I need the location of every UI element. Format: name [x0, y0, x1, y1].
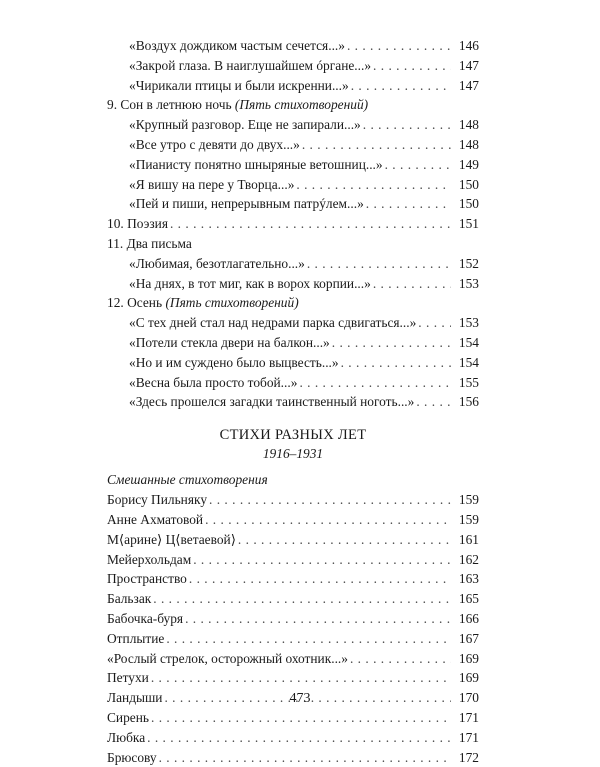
toc-entry: [107, 668, 479, 688]
toc-leader-dots: [238, 530, 451, 550]
toc-leader-dots: [159, 748, 451, 767]
toc-entry-page: 146: [453, 36, 479, 56]
toc-entry-page: 171: [453, 708, 479, 728]
toc-entry-title: «Весна была просто тобой...»: [129, 373, 297, 393]
toc-entry-page: 154: [453, 333, 479, 353]
toc-entry-page: 150: [453, 194, 479, 214]
toc-entry-title: 10. Поэзия: [107, 214, 168, 234]
toc-entry: [107, 274, 479, 294]
toc-entry-title: «Пей и пиши, непрерывным патрýлем...»: [129, 194, 364, 214]
toc-leader-dots: [170, 214, 451, 234]
toc-entry: [107, 36, 479, 56]
toc-entry-title: «На днях, в тот миг, как в ворох корпии...»: [129, 274, 371, 294]
toc-leader-dots: [299, 373, 451, 393]
toc-entry-10: [107, 214, 479, 234]
toc-group: [107, 36, 479, 95]
toc-entry-page: 156: [453, 392, 479, 412]
toc-entry-title: «Воздух дождиком частым сечется...»: [129, 36, 345, 56]
toc-entry-page: 171: [453, 728, 479, 748]
toc-entry-page: 162: [453, 550, 479, 570]
page-number: 473: [0, 691, 600, 707]
toc-entry-page: 159: [453, 510, 479, 530]
toc-entry: [107, 115, 479, 135]
toc-entry-title: «Любимая, безотлагательно...»: [129, 254, 305, 274]
toc-entry: [107, 313, 479, 333]
toc-entry-page: 154: [453, 353, 479, 373]
toc-leader-dots: [373, 274, 451, 294]
toc-leader-dots: [189, 569, 451, 589]
toc-leader-dots: [296, 175, 451, 195]
toc-entry: [107, 609, 479, 629]
toc-entry-title: Брюсову: [107, 748, 157, 767]
heading-note: (Пять стихотворений): [235, 97, 368, 112]
toc-entry-page: 172: [453, 748, 479, 767]
toc-entry: [107, 333, 479, 353]
toc-entry-page: 153: [453, 313, 479, 333]
toc-group: [107, 490, 479, 767]
toc-entry-title: Петухи: [107, 668, 149, 688]
section-years: 1916–1931: [107, 445, 479, 463]
toc-entry: [107, 728, 479, 748]
toc-entry: [107, 649, 479, 669]
toc-entry-title: Борису Пильняку: [107, 490, 207, 510]
toc-entry-page: 169: [453, 668, 479, 688]
toc-entry: [107, 155, 479, 175]
toc-leader-dots: [302, 135, 451, 155]
toc-entry-page: 169: [453, 649, 479, 669]
toc-entry-title: «Крупный разговор. Еще не запирали...»: [129, 115, 361, 135]
toc-entry-page: 166: [453, 609, 479, 629]
subsection-title: Смешанные стихотворения: [107, 469, 479, 490]
toc-leader-dots: [147, 728, 451, 748]
toc-entry-title: Бабочка-буря: [107, 609, 183, 629]
toc-leader-dots: [151, 708, 451, 728]
toc-entry-title: «С тех дней стал над недрами парка сдвигаться...»: [129, 313, 416, 333]
toc-entry: [107, 748, 479, 767]
toc-heading-11: [107, 234, 479, 254]
toc-group: [107, 115, 479, 214]
toc-entry-page: 148: [453, 135, 479, 155]
toc-leader-dots: [185, 609, 451, 629]
toc-entry: [107, 490, 479, 510]
toc-entry-title: Бальзак: [107, 589, 151, 609]
toc-entry-title: Мейерхольдам: [107, 550, 191, 570]
heading-title: 9. Сон в летнюю ночь: [107, 97, 235, 112]
toc-entry: [107, 76, 479, 96]
toc-entry-page: 147: [453, 56, 479, 76]
toc-entry: [107, 392, 479, 412]
toc-entry: [107, 135, 479, 155]
toc-entry-page: 161: [453, 530, 479, 550]
toc-entry-page: 147: [453, 76, 479, 96]
toc-heading-9: [107, 95, 479, 115]
table-of-contents: [107, 36, 479, 767]
toc-leader-dots: [193, 550, 451, 570]
toc-entry-page: 165: [453, 589, 479, 609]
toc-heading-12: [107, 293, 479, 313]
toc-leader-dots: [363, 115, 451, 135]
toc-leader-dots: [373, 56, 451, 76]
toc-entry: [107, 254, 479, 274]
toc-entry: [107, 550, 479, 570]
toc-entry: [107, 569, 479, 589]
toc-leader-dots: [347, 36, 451, 56]
toc-entry-page: 152: [453, 254, 479, 274]
toc-entry-page: 170: [453, 688, 479, 708]
toc-entry-title: «Рослый стрелок, осторожный охотник...»: [107, 649, 348, 669]
toc-entry: [107, 353, 479, 373]
toc-entry: [107, 589, 479, 609]
toc-entry-title: «Но и им суждено было выцвесть...»: [129, 353, 339, 373]
toc-leader-dots: [332, 333, 451, 353]
toc-entry-page: 150: [453, 175, 479, 195]
toc-entry-title: Отплытие: [107, 629, 164, 649]
toc-entry-title: «Чирикали птицы и были искренни...»: [129, 76, 349, 96]
toc-entry-page: 151: [453, 214, 479, 234]
toc-entry-title: Сирень: [107, 708, 149, 728]
toc-leader-dots: [341, 353, 451, 373]
section-header: [107, 426, 479, 463]
section-title: СТИХИ РАЗНЫХ ЛЕТ: [107, 426, 479, 445]
toc-entry-title: М⟨арине⟩ Ц⟨ветаевой⟩: [107, 530, 236, 550]
heading-title: 11. Два письма: [107, 236, 192, 251]
toc-entry: [107, 530, 479, 550]
toc-entry-title: Любка: [107, 728, 145, 748]
toc-leader-dots: [166, 629, 451, 649]
toc-entry-title: «Пианисту понятно шныряные ветошниц...»: [129, 155, 383, 175]
toc-entry: [107, 175, 479, 195]
toc-group: [107, 313, 479, 412]
toc-entry: [107, 708, 479, 728]
toc-entry-title: «Здесь прошелся загадки таинственный ноготь...»: [129, 392, 414, 412]
heading-title: 12. Осень: [107, 295, 165, 310]
toc-entry-title: «Я вишу на пере у Творца...»: [129, 175, 294, 195]
toc-leader-dots: [307, 254, 451, 274]
toc-leader-dots: [418, 313, 451, 333]
toc-leader-dots: [385, 155, 451, 175]
toc-entry-page: 148: [453, 115, 479, 135]
toc-entry-title: Пространство: [107, 569, 187, 589]
toc-leader-dots: [351, 76, 451, 96]
toc-entry-page: 159: [453, 490, 479, 510]
toc-entry-title: Анне Ахматовой: [107, 510, 203, 530]
toc-leader-dots: [209, 490, 451, 510]
toc-entry: [107, 629, 479, 649]
toc-leader-dots: [366, 194, 451, 214]
toc-leader-dots: [205, 510, 451, 530]
toc-entry-page: 153: [453, 274, 479, 294]
toc-entry-page: 167: [453, 629, 479, 649]
toc-leader-dots: [153, 589, 451, 609]
toc-entry-page: 149: [453, 155, 479, 175]
heading-note: (Пять стихотворений): [165, 295, 298, 310]
toc-entry-page: 155: [453, 373, 479, 393]
toc-entry-title: «Все утро с девяти до двух...»: [129, 135, 300, 155]
toc-entry-title: «Закрой глаза. В наиглушайшем óргане...»: [129, 56, 371, 76]
toc-entry: [107, 194, 479, 214]
toc-entry: [107, 510, 479, 530]
toc-leader-dots: [416, 392, 451, 412]
toc-entry: [107, 56, 479, 76]
toc-leader-dots: [151, 668, 451, 688]
toc-entry-page: 163: [453, 569, 479, 589]
toc-entry-title: Ландыши: [107, 688, 162, 708]
toc-leader-dots: [350, 649, 451, 669]
toc-entry-title: «Потели стекла двери на балкон...»: [129, 333, 330, 353]
toc-group: [107, 254, 479, 294]
toc-entry: [107, 373, 479, 393]
